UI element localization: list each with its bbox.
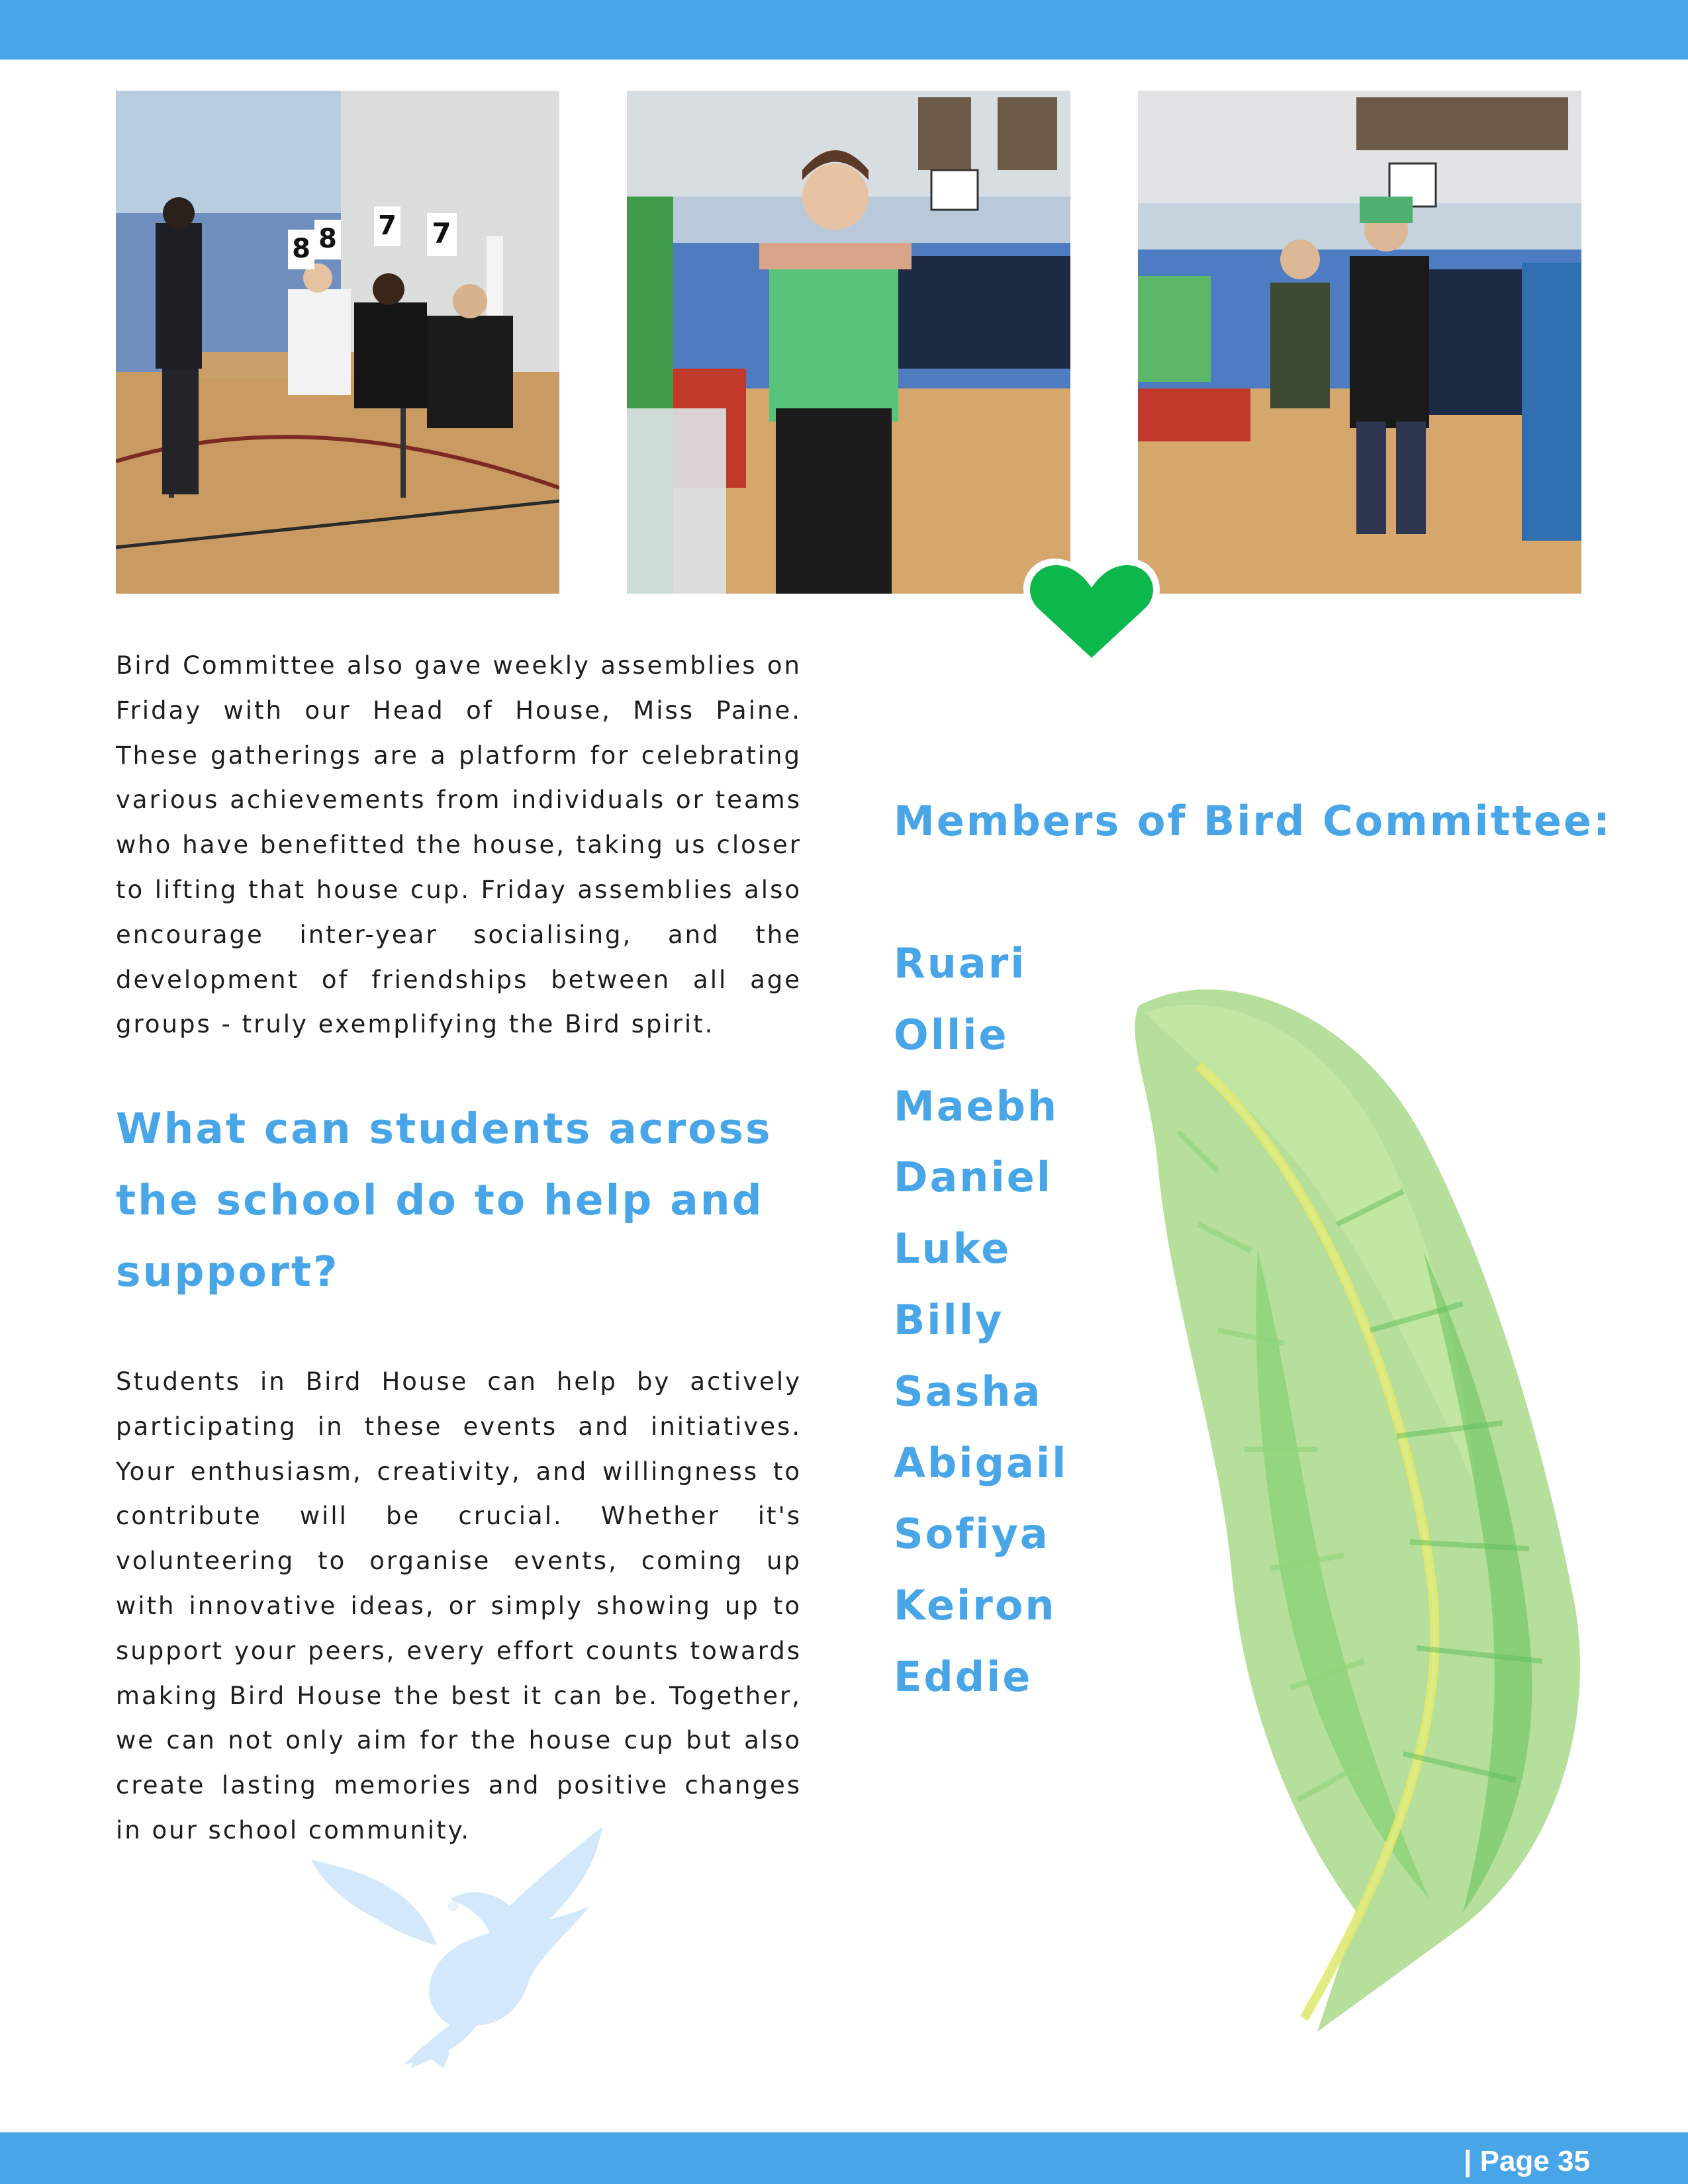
- eagle-logo: [311, 1827, 609, 2071]
- bottom-banner: [0, 2132, 1688, 2184]
- feather-illustration: [1119, 973, 1602, 2058]
- svg-text:8: 8: [318, 224, 337, 254]
- member-name: Eddie: [894, 1652, 1033, 1701]
- member-name: Sofiya: [894, 1510, 1050, 1559]
- photo-leaf-costume: [627, 91, 1070, 594]
- member-name: Luke: [894, 1224, 1011, 1273]
- assemblies-paragraph: Bird Committee also gave weekly assemblies on Friday with our Head of House, Miss Paine. These gatherings are a platform for celebrating various achievements from individuals or teams who have benefitted the house, taking us closer to lifting that house cup. Friday assemblies also encourage inter-year socialising, and the development of friendships between all age groups - truly exemplifying the Bird spirit.: [116, 651, 802, 1039]
- photo-judges-panel: [116, 91, 559, 594]
- member-name: Ruari: [894, 939, 1027, 987]
- heart-icon: [1023, 555, 1160, 667]
- top-banner: [0, 0, 1688, 60]
- svg-text:7: 7: [432, 217, 451, 250]
- member-name: Daniel: [894, 1153, 1053, 1202]
- member-name: Maebh: [894, 1081, 1059, 1130]
- support-heading: What can students across the school do to help and support?: [116, 1105, 773, 1296]
- member-name: Billy: [894, 1295, 1004, 1344]
- members-heading: Members of Bird Committee:: [894, 797, 1612, 845]
- page-number: | Page 35: [1464, 2145, 1590, 2177]
- member-name: Keiron: [894, 1581, 1056, 1630]
- svg-text:8: 8: [292, 234, 310, 264]
- members-list: [894, 928, 1068, 1713]
- member-name: Ollie: [894, 1010, 1009, 1059]
- support-paragraph: Students in Bird House can help by actively participating in these events and initiatives. Your enthusiasm, creativity, and willingness to contribute will be crucial. Whether it's volunteering to organise events, coming up with innovative ideas, or simply showing up to support your peers, every effort counts towards making Bird House the best it can be. Together, we can not only aim for the house cup but also create lasting memories and positive changes in our school community.: [116, 1367, 802, 1844]
- member-name: Sasha: [894, 1367, 1043, 1416]
- member-name: Abigail: [894, 1438, 1068, 1487]
- svg-text:7: 7: [378, 210, 397, 241]
- photo-runway-walk: [1138, 91, 1581, 594]
